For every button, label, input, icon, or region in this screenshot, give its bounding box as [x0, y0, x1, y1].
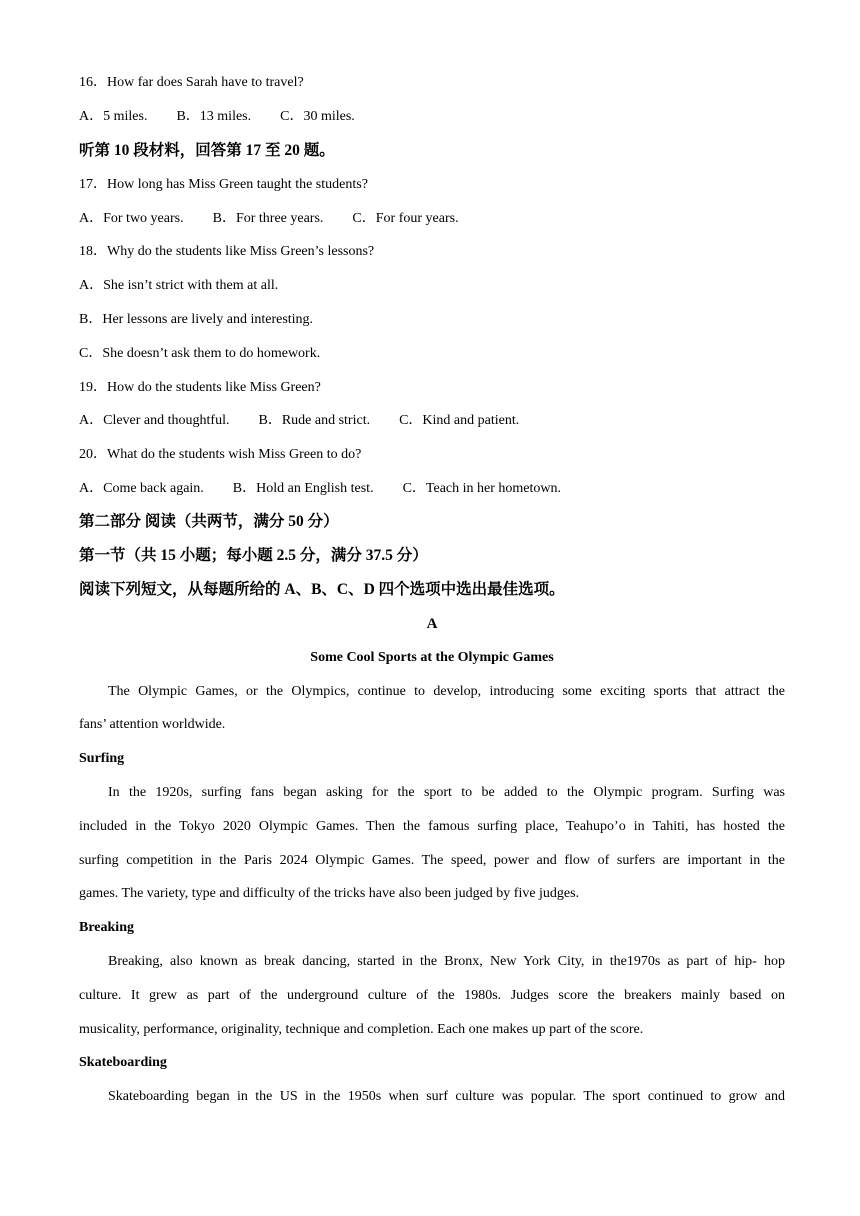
intro-line-2: fans’ attention worldwide. — [79, 717, 226, 732]
question-20-options — [79, 479, 785, 499]
breaking-line-3: musicality, performance, originality, technique and completion. Each one makes up part of the score. — [79, 1022, 644, 1037]
question-19: 19．How do the students like Miss Green? — [79, 380, 321, 395]
option-a: A．Come back again. — [79, 481, 204, 496]
option-c: C．Kind and patient. — [399, 413, 520, 428]
question-18: 18．Why do the students like Miss Green’s lessons? — [79, 244, 375, 259]
surfing-line-1: In the 1920s, surfing fans began asking for the sport to be added to the Olympic program. Surfing was — [108, 785, 785, 800]
intro-line-1: The Olympic Games, or the Olympics, continue to develop, introducing some exciting sports that attract the — [108, 684, 785, 699]
option-a: A．Clever and thoughtful. — [79, 413, 230, 428]
breaking-heading: Breaking — [79, 920, 134, 935]
question-16: 16．How far does Sarah have to travel? — [79, 75, 304, 90]
option-b: B．Rude and strict. — [258, 413, 371, 428]
question-16-options — [79, 107, 785, 127]
option-c: C．Teach in her hometown. — [402, 481, 562, 496]
option-c: C．30 miles. — [280, 109, 355, 124]
option-b: B．13 miles. — [176, 109, 252, 124]
question-18-option-b: B．Her lessons are lively and interesting. — [79, 312, 314, 327]
reading-instruction: 阅读下列短文，从每题所给的 A、B、C、D 四个选项中选出最佳选项。 — [79, 581, 565, 598]
option-c: C．For four years. — [352, 211, 459, 226]
section-10-heading: 听第 10 段材料，回答第 17 至 20 题。 — [79, 142, 335, 159]
question-18-option-a: A．She isn’t strict with them at all. — [79, 278, 279, 293]
surfing-line-2: included in the Tokyo 2020 Olympic Games. Then the famous surfing place, Teahupo’o in Tahiti, has hosted the — [79, 819, 785, 834]
skateboarding-heading: Skateboarding — [79, 1055, 167, 1070]
passage-title: Some Cool Sports at the Olympic Games — [310, 650, 554, 665]
option-a: A．5 miles. — [79, 109, 148, 124]
surfing-heading: Surfing — [79, 751, 125, 766]
passage-letter: A — [426, 616, 438, 632]
option-a: A．For two years. — [79, 211, 184, 226]
question-18-option-c: C．She doesn’t ask them to do homework. — [79, 346, 321, 361]
breaking-line-1: Breaking, also known as break dancing, started in the Bronx, New York City, in the1970s as part of hip- hop — [108, 954, 785, 969]
section-1-heading: 第一节（共 15 小题；每小题 2.5 分，满分 37.5 分） — [79, 547, 428, 564]
question-20: 20．What do the students wish Miss Green to do? — [79, 447, 362, 462]
question-17: 17．How long has Miss Green taught the students? — [79, 177, 368, 192]
question-17-options — [79, 209, 785, 229]
option-b: B．For three years. — [212, 211, 324, 226]
option-b: B．Hold an English test. — [232, 481, 374, 496]
question-19-options — [79, 411, 785, 431]
surfing-line-3: surfing competition in the Paris 2024 Olympic Games. The speed, power and flow of surfers are important in the — [79, 853, 785, 868]
skateboarding-line-1: Skateboarding began in the US in the 1950s when surf culture was popular. The sport continued to grow and — [108, 1089, 785, 1104]
surfing-line-4: games. The variety, type and difficulty of the tricks have also been judged by five judges. — [79, 886, 580, 901]
breaking-line-2: culture. It grew as part of the underground culture of the 1980s. Judges score the breakers mainly based on — [79, 988, 785, 1003]
part-2-heading: 第二部分 阅读（共两节，满分 50 分） — [79, 513, 339, 530]
